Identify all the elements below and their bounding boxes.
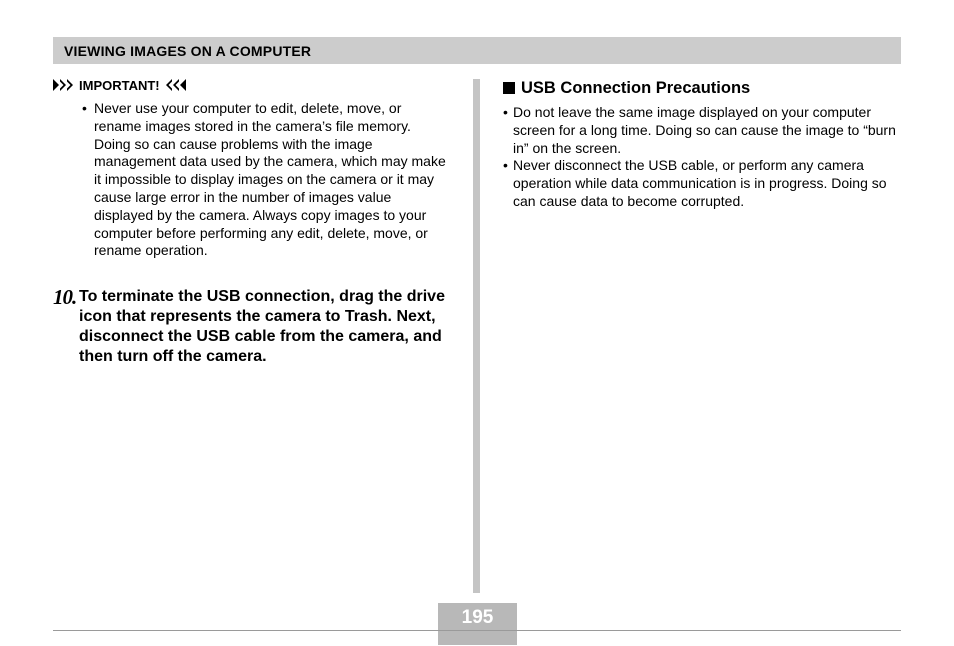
important-list: [81, 100, 448, 260]
important-heading: [53, 76, 448, 94]
header-bar: [53, 37, 901, 64]
column-divider: [473, 79, 480, 593]
page-number-box: [438, 603, 517, 645]
page-header-title: VIEWING IMAGES ON A COMPUTER: [64, 43, 312, 59]
triple-chevron-left-icon: [164, 79, 186, 91]
list-item: [503, 104, 903, 157]
bullet-glyph: •: [82, 100, 87, 116]
triple-chevron-right-icon: [53, 79, 75, 91]
section-heading-text: USB Connection Precautions: [521, 78, 751, 97]
important-item-text: Never use your computer to edit, delete, move, or rename images stored in the camera’s file memory. Doing so can cause problems with the image management data used by the camera, which may make it impossible to display images on the camera or it may cause large error in the number of images value displayed by the camera. Always copy images to your computer before performing any edit, delete, move, or rename operation.: [94, 100, 446, 259]
list-item: [503, 157, 903, 210]
page-number: 195: [461, 607, 494, 628]
list-item: [81, 100, 448, 260]
precautions-section: [503, 78, 903, 211]
step-number: 10.: [53, 285, 77, 309]
precaution-item-text: Never disconnect the USB cable, or perform any camera operation while data communication is in progress. Doing so can cause data to become corrupted.: [513, 157, 887, 209]
bullet-glyph: •: [503, 104, 508, 120]
important-section: [53, 76, 448, 260]
black-square-icon: [503, 82, 515, 94]
footer-rule: [53, 630, 901, 631]
step-text: To terminate the USB connection, drag the drive icon that represents the camera to Trash. Next, disconnect the USB cable from the camera, and then turn off the camera.: [79, 288, 445, 365]
important-label: IMPORTANT!: [79, 77, 160, 93]
precautions-list: [503, 104, 903, 211]
precaution-item-text: Do not leave the same image displayed on your computer screen for a long time. Doing so can cause the image to “burn in” on the screen.: [513, 104, 896, 156]
bullet-glyph: •: [503, 157, 508, 174]
section-heading: [503, 78, 903, 98]
